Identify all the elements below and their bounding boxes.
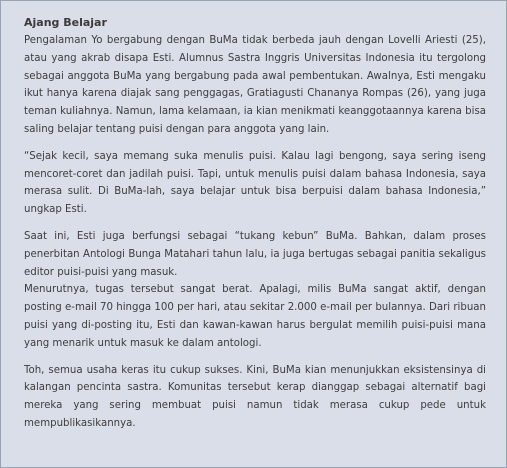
paragraph-5: Toh, semua usaha keras itu cukup sukses. Kini, BuMa kian menunjukkan eksistensinya di kalangan pencinta sastra. Komunitas tersebut kerap dianggap sebagai alternatif bagi mereka yang sering membuat puisi namun tidak merasa cukup pede untuk mempublikasikannya. xyxy=(24,364,486,429)
paragraph-1: Pengalaman Yo bergabung dengan BuMa tidak berbeda jauh dengan Lovelli Ariesti (25), atau yang akrab disapa Esti. Alumnus Sastra Inggris Universitas Indonesia itu tergolong sebagai anggota BuMa yang bergabung pada awal pembentukan. Awalnya, Esti mengaku ikut hanya karena diajak sang penggagas, Gratiagusti Chananya Rompas (26), yang juga teman kuliahnya. Namun, lama kelamaan, ia kian menikmati keanggotaannya karena bisa saling belajar tentang puisi dengan para anggota yang lain. xyxy=(24,35,486,135)
article-title: Ajang Belajar xyxy=(24,16,107,29)
paragraph-3: Saat ini, Esti juga berfungsi sebagai “tukang kebun” BuMa. Bahkan, dalam proses penerbitan Antologi Bunga Matahari tahun lalu, ia juga bertugas sebagai panitia sekaligus editor puisi-puisi yang masuk. xyxy=(24,230,486,278)
paragraph-2: “Sejak kecil, saya memang suka menulis puisi. Kalau lagi bengong, saya sering iseng mencoret-coret dan jadilah puisi. Tapi, untuk menulis puisi dalam bahasa Indonesia, saya merasa sulit. Di BuMa-lah, saya belajar untuk bisa berpuisi dalam bahasa Indonesia,” ungkap Esti. xyxy=(24,150,486,216)
paragraph-4: Menurutnya, tugas tersebut sangat berat. Apalagi, milis BuMa sangat aktif, dengan posting e-mail 70 hingga 100 per hari, atau sekitar 2.000 e-mail per bulannya. Dari ribuan puisi yang di-posting itu, Esti dan kawan-kawan harus bergulat memilih puisi-puisi mana yang menarik untuk masuk ke dalam antologi. xyxy=(24,284,486,349)
article-body xyxy=(24,13,486,442)
